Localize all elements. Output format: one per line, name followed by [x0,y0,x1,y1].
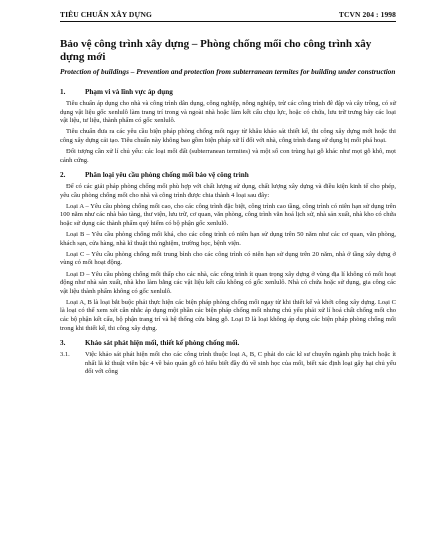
section-number: 1. [60,88,66,96]
body-paragraph: Loại A, B là loại bắt buộc phải thực hiện các biện pháp phòng chống mối ngay từ khi thiết kế và khởi công xây dựng. Loại C là loại có thể xem xét cân nhắc áp dụng một phần các biện pháp chống mối nhưng chủ yếu phải xử lí hoá chất chống mối cho các bộ phận kết cấu, bộ phận trang trí và hệ thống cửa bằng gỗ. Loại D là loại không áp dụng các biện pháp phòng chống mối trong khi thiết kế, thi công xây dựng. [60,298,396,332]
section-title: Phân loại yêu cầu phòng chống mối bảo vệ công trình [85,171,249,180]
section-title: Phạm vi và lĩnh vực áp dụng [85,88,173,96]
body-paragraph: Loại C – Yêu cầu phòng chống mối trung bình cho các công trình có niên hạn sử dụng trên 20 năm, nhà ở tầng xây dựng ở vùng có mối hoạt động. [60,250,396,267]
page-header [60,10,396,22]
body-paragraph: Tiêu chuẩn áp dụng cho nhà và công trình dân dụng, công nghiệp, nông nghiệp, trừ các công trình đê đập và cây trồng, có sử dụng vật liệu gốc xenlulô làm trang trí trong và ngoài nhà hoặc làm kết cấu chịu lực, hoặc có chứa, lưu trữ trưng bày các loại vật liệu, tư liệu, thành phẩm có gốc xenlulô. [60,100,396,125]
subsection-number: 3.1. [60,351,70,359]
section-heading [60,171,396,180]
body-paragraph: Loại B – Yêu cầu phòng chống mối khá, cho các công trình có niên hạn sử dụng trên 50 năm như các cơ quan, văn phòng, khách sạn, cửa hàng, nhà kĩ thuật thủ nghiệm, trường học, bệnh viện. [60,231,396,247]
body-paragraph: Để có các giải pháp phòng chống mối phù hợp với chất lượng sử dụng, chất lượng xây dựng và điều kiện kinh tế cho phép, yêu cầu phòng chống mối cho nhà và công trình được chia thành 4 loại sau đây: [60,183,396,199]
body-paragraph: Tiêu chuẩn đưa ra các yêu cầu biện pháp phòng chống mối ngay từ khâu khảo sát thiết kế, thi công xây dựng mới hoặc thi công xây dựng cải tạo. Tiêu chuẩn này không bao gồm biện pháp xử lí đối với nhà, công trình đang sử dụng bị mối phá hoại. [60,128,396,144]
subsection [60,351,396,377]
header-standard-label: TIÊU CHUẨN XÂY DỰNG [60,10,152,19]
header-standard-code: TCVN 204 : 1998 [338,10,396,19]
section-heading [60,88,396,97]
document-body [60,88,396,377]
section-heading [60,339,396,348]
body-paragraph: Loại A – Yêu cầu phòng chống mối cao, cho các công trình đặc biệt, công trình cao tầng, công trình có niên hạn sử dụng trên 100 năm như các nhà bảo tàng, thư viện, lưu trữ, cơ quan, văn phòng, công trình văn hoá lịch sử, nhà sản xuất, nhà kho có chứa hoặc sử dụng các thành phẩm quý hiếm có bộ phận gốc xenlulô. [60,202,396,228]
section-title: Khảo sát phát hiện mối, thiết kế phòng chống mối. [85,339,240,348]
section-number: 2. [60,171,66,180]
document-subtitle: Protection of buildings – Prevention and protection from subterranean termites for building under construction [60,67,396,76]
subsection-text: Việc khảo sát phát hiện mối cho các công trình thuộc loại A, B, C phải do các kĩ sư chuyên ngành phụ trách hoặc ít nhất là kĩ thuật viên bậc 4 về bảo quản gỗ có hiểu biết đầy đủ về sinh học của mối, biết xác định loại gây hại chủ yếu đối với công [85,351,396,376]
section-number: 3. [60,339,66,348]
document-title: Bảo vệ công trình xây dựng – Phòng chống mối cho công trình xây dựng mới [60,38,372,63]
body-paragraph: Đối tượng cần xử lí chủ yếu: các loại mối đất (subterranean termites) và một số con trùng hại gỗ khác như mọt gỗ khô, mọt cánh cứng. [60,147,396,164]
body-paragraph: Loại D – Yêu cầu phòng chống mối thấp cho các nhà, các công trình ít quan trọng xây dựng ở vùng địa lí không có mối hoạt động như nhà sản xuất, nhà kho làm bằng các vật liệu kết cấu không có gốc xenlulô. Nhà có chứa hoặc sử dụng, gia công các vật liệu thành phẩm không có gốc xenlulô. [60,270,396,295]
